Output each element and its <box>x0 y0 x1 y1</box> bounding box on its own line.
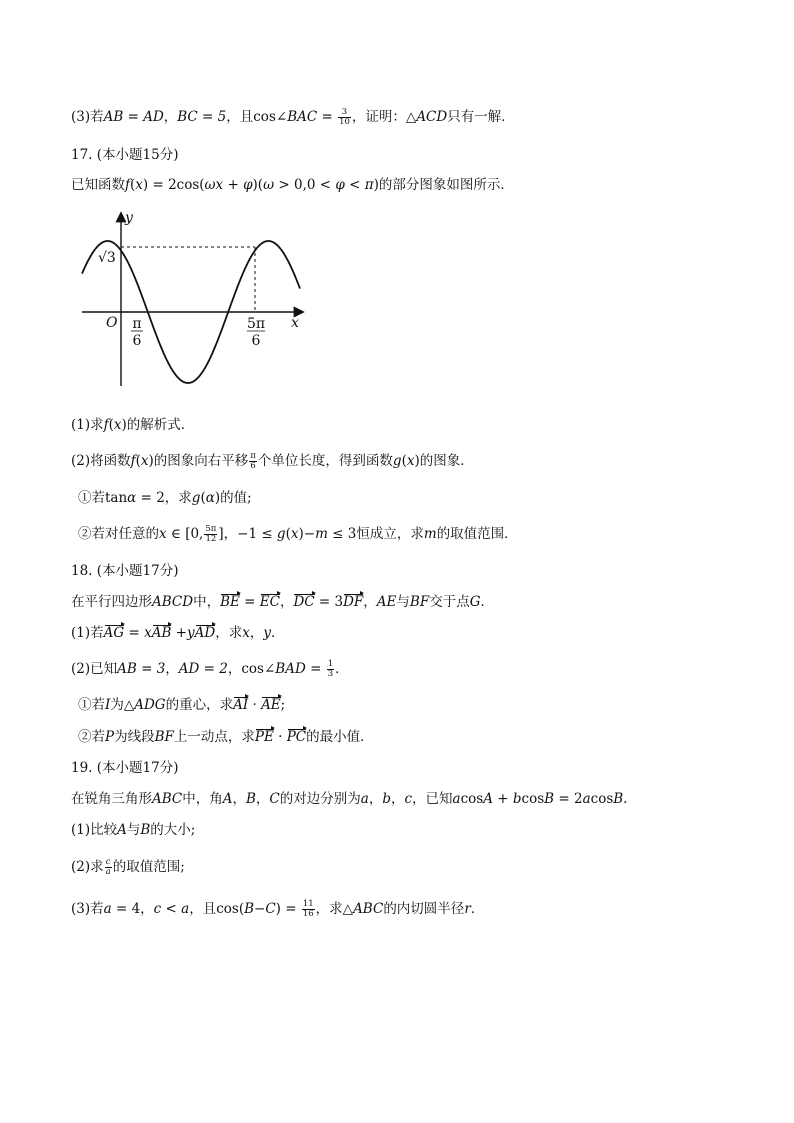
origin-label: O <box>106 315 118 331</box>
text: + <box>492 791 513 807</box>
math: BF <box>154 729 174 745</box>
x-axis-label: x <box>291 315 299 331</box>
text: (1)若 <box>71 625 104 641</box>
text: )的图象向右平移 <box>148 453 249 469</box>
fraction-numerator: c <box>105 857 111 867</box>
q17-part1 <box>71 416 194 434</box>
q19-stem <box>71 790 627 808</box>
math: B <box>544 791 555 807</box>
tick-5pi-6-numerator: 5π <box>246 316 266 332</box>
text: (1)求 <box>71 417 104 433</box>
math: x <box>159 526 167 542</box>
q18-sub2 <box>78 728 374 746</box>
text: 与 <box>396 594 410 610</box>
math: BAD <box>275 661 306 677</box>
q19-part1 <box>71 821 195 839</box>
text: ) = 2cos( <box>142 177 205 193</box>
text: ( <box>401 453 407 469</box>
math: α <box>205 490 215 506</box>
text: )( <box>252 177 264 193</box>
fraction-denominator: 3 <box>327 669 334 679</box>
text: ( <box>108 417 114 433</box>
text: ( <box>135 453 141 469</box>
text: 为线段 <box>114 729 155 745</box>
math: f <box>130 453 136 469</box>
math: r <box>464 901 471 917</box>
text: (1)比较 <box>71 822 118 838</box>
vector: PC <box>286 729 307 745</box>
text: + <box>223 177 244 193</box>
vector: AE <box>261 697 281 713</box>
fraction <box>249 452 257 471</box>
text: ②若 <box>78 729 105 745</box>
text: ∈ [0, <box>166 526 204 542</box>
math: B <box>140 822 151 838</box>
tick-pi-6-numerator: π <box>132 316 142 332</box>
text: = 4， <box>111 901 154 917</box>
text: cos <box>521 791 545 807</box>
fraction <box>302 900 315 919</box>
q18-sub1 <box>78 696 285 714</box>
math: AD = 2 <box>178 661 228 677</box>
text: = <box>124 625 145 641</box>
fraction-denominator: 12 <box>205 534 217 544</box>
text: 的重心，求 <box>165 697 234 713</box>
vector: BE <box>220 594 240 610</box>
vector: AG <box>103 625 125 641</box>
text: 交于点 <box>429 594 470 610</box>
text: ，且cos( <box>189 901 245 917</box>
math: G <box>469 594 481 610</box>
math: b <box>512 791 522 807</box>
text: 在锐角三角形 <box>71 791 152 807</box>
math: α <box>127 490 137 506</box>
sqrt3-label: √3 <box>98 250 116 266</box>
math: x <box>135 177 143 193</box>
q16-part3 <box>71 108 515 127</box>
text: < <box>161 901 182 917</box>
cosine-graph-figure <box>76 206 316 392</box>
fraction-denominator: 10 <box>339 117 350 127</box>
fraction-numerator: 3 <box>338 108 351 118</box>
text: 的取值范围． <box>436 526 518 542</box>
vector: DC <box>293 594 315 610</box>
math: y <box>263 625 271 641</box>
q19-part3 <box>71 900 484 919</box>
q19-part2 <box>71 858 185 877</box>
text: )的值; <box>214 490 252 506</box>
text: ①若 <box>78 697 105 713</box>
text: = <box>239 594 260 610</box>
text: = 3 <box>314 594 344 610</box>
text: 的对边分别为 <box>279 791 361 807</box>
math: BAC <box>287 109 318 125</box>
math: b <box>382 791 391 807</box>
math: m <box>315 526 328 542</box>
math: c <box>404 791 413 807</box>
fraction-numerator: 5π <box>205 524 217 534</box>
q18-header: 18. (本小题17分) <box>71 563 179 579</box>
vector: PE <box>254 729 274 745</box>
text: 的最小值． <box>306 729 374 745</box>
text: ( <box>130 177 136 193</box>
text: (3)若 <box>71 901 104 917</box>
text: · <box>273 729 287 745</box>
text: 与 <box>126 822 141 838</box>
math: AE <box>376 594 397 610</box>
math: x <box>144 625 152 641</box>
text: ． <box>480 594 494 610</box>
text: − <box>254 901 266 917</box>
vector: AD <box>194 625 216 641</box>
math: ABCD <box>152 594 194 610</box>
math: A <box>117 822 127 838</box>
text: cos <box>590 791 614 807</box>
text: )的图象． <box>414 453 474 469</box>
text: ①若tan <box>78 490 128 506</box>
q17-header: 17. (本小题15分) <box>71 147 179 163</box>
vector: AB <box>151 625 172 641</box>
math: φ <box>335 177 345 193</box>
math: φ <box>243 177 253 193</box>
math: x <box>140 453 149 469</box>
math: ω <box>263 177 275 193</box>
text: = <box>305 661 326 677</box>
text: ，求△ <box>315 901 354 917</box>
text: ． <box>470 901 485 917</box>
text: 中，角 <box>182 791 223 807</box>
text: ， <box>279 594 294 610</box>
math: C <box>269 791 280 807</box>
text: (2)求 <box>71 859 104 875</box>
text: )的解析式． <box>121 417 195 433</box>
fraction-denominator: 16 <box>302 909 314 919</box>
text: = 2 <box>554 791 583 807</box>
math: ACD <box>416 109 448 125</box>
text: 已知函数 <box>71 177 125 193</box>
math: m <box>423 526 437 542</box>
text: ，证明：△ <box>351 109 417 125</box>
text: 在平行四边形 <box>71 594 152 610</box>
text: ≤ 3恒成立，求 <box>327 526 424 542</box>
q17-part2 <box>71 452 474 471</box>
math: BF <box>409 594 430 610</box>
math: x <box>290 526 299 542</box>
math: a <box>582 791 591 807</box>
math: x <box>113 417 122 433</box>
math: B <box>244 901 255 917</box>
text: ( <box>285 526 291 542</box>
vector: EC <box>259 594 280 610</box>
q17-sub1 <box>78 489 252 507</box>
text: ． <box>335 661 349 677</box>
math: AB = 3 <box>117 661 166 677</box>
fraction <box>204 525 217 544</box>
q18-stem <box>71 593 494 611</box>
text: ②若对任意的 <box>78 526 159 542</box>
q19-header: 19. (本小题17分) <box>71 760 179 776</box>
vector: DF <box>343 594 364 610</box>
fraction-numerator: 1 <box>327 659 334 669</box>
tick-pi-6-denominator: 6 <box>132 333 142 349</box>
math: C <box>265 901 276 917</box>
text: 只有一解． <box>447 109 515 125</box>
text: ( <box>200 490 206 506</box>
text: 为△ <box>110 697 135 713</box>
text: 的大小; <box>150 822 196 838</box>
text: ， <box>249 625 264 641</box>
text: ， <box>165 661 179 677</box>
text: (2)已知 <box>71 661 118 677</box>
math: I <box>105 697 111 713</box>
math: g <box>276 526 286 542</box>
text: ． <box>270 625 285 641</box>
math: ADG <box>134 697 166 713</box>
text: ，且 <box>226 109 254 125</box>
math: a <box>181 901 190 917</box>
y-axis-label: y <box>125 210 133 226</box>
fraction <box>338 108 351 127</box>
math: ABC <box>353 901 384 917</box>
text: > 0,0 < <box>274 177 336 193</box>
math: ωx <box>204 177 224 193</box>
fraction-numerator: π <box>250 451 256 461</box>
fraction-numerator: 11 <box>302 899 314 909</box>
fraction <box>105 858 112 877</box>
math: P <box>105 729 115 745</box>
text: · <box>248 697 262 713</box>
text: 上一动点，求 <box>173 729 255 745</box>
text: = 2，求 <box>136 490 192 506</box>
text: ，cos∠ <box>227 661 276 677</box>
math: B. <box>613 791 628 807</box>
math: c <box>153 901 162 917</box>
text: ，求 <box>215 625 243 641</box>
math: x <box>406 453 415 469</box>
math: ABC <box>152 791 183 807</box>
math: π <box>364 177 374 193</box>
text: (3)若 <box>71 109 104 125</box>
text: + <box>171 625 187 641</box>
text: 中， <box>193 594 221 610</box>
math: f <box>103 417 109 433</box>
text: < <box>344 177 365 193</box>
text: cos∠ <box>253 109 288 125</box>
text: cos <box>460 791 484 807</box>
math: A <box>483 791 493 807</box>
text: ， <box>363 594 377 610</box>
text: = <box>317 109 338 125</box>
tick-5pi-6-denominator: 6 <box>251 333 261 349</box>
text: ， <box>255 791 270 807</box>
text: ， <box>390 791 405 807</box>
text: ]，−1 ≤ <box>218 526 277 542</box>
q17-stem <box>71 176 514 194</box>
text: ，已知 <box>412 791 453 807</box>
fraction-denominator: a <box>105 867 111 877</box>
math: y <box>186 625 195 641</box>
math: a <box>360 791 369 807</box>
text: )的部分图象如图所示． <box>373 177 514 193</box>
text: (2)将函数 <box>71 453 131 469</box>
math: a <box>103 901 112 917</box>
q18-part2 <box>71 660 349 679</box>
text: ， <box>232 791 246 807</box>
text: ; <box>280 697 286 713</box>
math: g <box>392 453 402 469</box>
math: f <box>125 177 130 193</box>
vector: AI <box>233 697 249 713</box>
text: 的取值范围; <box>112 859 185 875</box>
math: x <box>242 625 250 641</box>
math: B <box>246 791 256 807</box>
math: BC = 5 <box>177 109 227 125</box>
text: 的内切圆半径 <box>383 901 465 917</box>
text: ， <box>368 791 383 807</box>
text: 个单位长度，得到函数 <box>257 453 393 469</box>
text: ， <box>163 109 178 125</box>
math: g <box>191 490 201 506</box>
math: a <box>452 791 461 807</box>
text: ) = <box>275 901 301 917</box>
fraction <box>327 660 334 679</box>
q18-part1 <box>71 624 284 642</box>
q17-sub2 <box>78 525 518 544</box>
math: A <box>222 791 233 807</box>
text: )− <box>298 526 316 542</box>
fraction-denominator: 6 <box>250 461 256 471</box>
math: AB = AD <box>103 109 164 125</box>
